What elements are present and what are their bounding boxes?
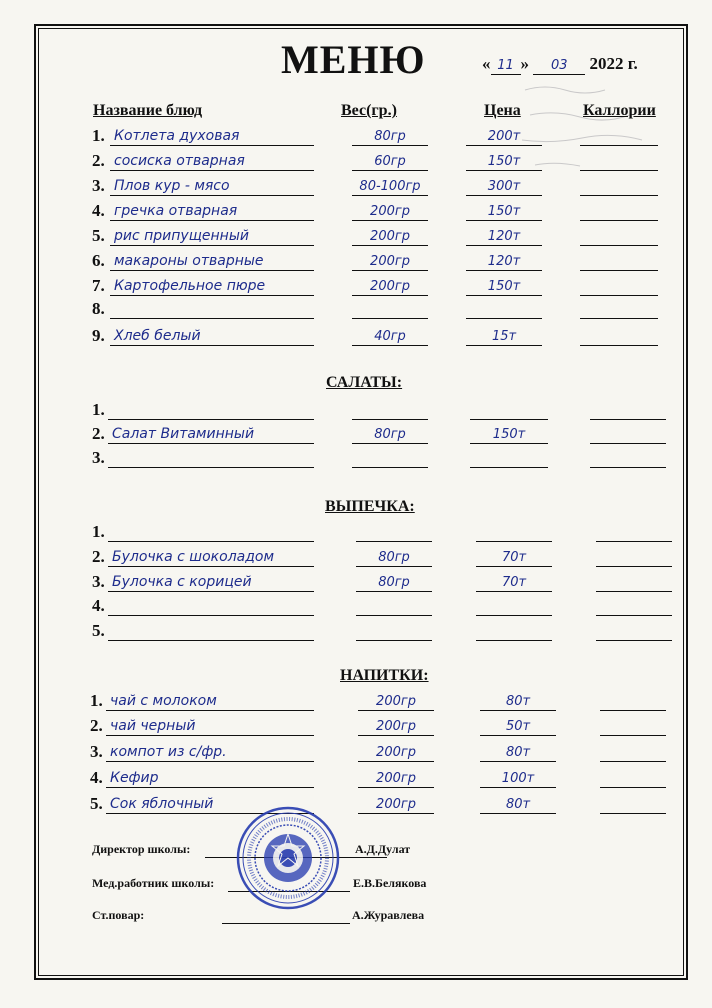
dish-name-cell	[106, 768, 314, 788]
calories-cell	[580, 126, 658, 146]
date-month: 03	[533, 58, 585, 75]
director-label: Директор школы:	[92, 842, 191, 856]
weight-cell	[356, 547, 432, 567]
price-cell	[470, 400, 548, 420]
menu-row	[0, 766, 712, 788]
weight-text: 200гр	[376, 745, 416, 760]
row-number: 2.	[90, 716, 103, 735]
price-text: 70т	[501, 550, 527, 565]
price-text: 150т	[487, 204, 521, 219]
menu-row	[0, 446, 712, 468]
menu-row	[0, 689, 712, 711]
weight-cell	[352, 201, 428, 221]
calories-cell	[600, 691, 666, 711]
price-cell	[466, 151, 542, 171]
section-bakery-title: ВЫПЕЧКА:	[325, 498, 415, 515]
price-cell	[476, 596, 552, 616]
weight-cell	[356, 621, 432, 641]
price-text: 120т	[487, 229, 521, 244]
price-text: 80т	[505, 694, 531, 709]
menu-row	[0, 422, 712, 444]
date-day: 11	[491, 58, 521, 75]
price-text: 50т	[505, 719, 531, 734]
price-text: 80т	[505, 745, 531, 760]
section-drinks-title: НАПИТКИ:	[340, 667, 429, 684]
calories-cell	[596, 547, 672, 567]
row-number: 4.	[92, 201, 105, 220]
price-cell	[466, 226, 542, 246]
dish-name-cell	[110, 176, 314, 196]
row-number: 3.	[92, 448, 105, 467]
price-text: 70т	[501, 575, 527, 590]
school-stamp-seal	[236, 806, 340, 910]
weight-cell	[356, 596, 432, 616]
row-number: 9.	[92, 326, 105, 345]
row-number: 1.	[92, 522, 105, 541]
row-number: 4.	[90, 768, 103, 787]
menu-row	[0, 324, 712, 346]
row-number: 4.	[92, 596, 105, 615]
dish-name-cell	[108, 424, 314, 444]
weight-cell	[352, 126, 428, 146]
weight-cell	[352, 424, 428, 444]
price-text: 100т	[501, 771, 535, 786]
menu-row	[0, 714, 712, 736]
menu-row	[0, 124, 712, 146]
menu-row	[0, 224, 712, 246]
dish-name-text: рис припущенный	[114, 228, 249, 244]
price-text: 150т	[487, 154, 521, 169]
price-cell	[480, 794, 556, 814]
dish-name-text: компот из с/фр.	[110, 744, 227, 760]
calories-cell	[580, 326, 658, 346]
calories-cell	[580, 276, 658, 296]
menu-row	[0, 249, 712, 271]
weight-text: 80гр	[378, 550, 410, 565]
row-number: 2.	[92, 151, 105, 170]
dish-name-cell	[108, 547, 314, 567]
price-text: 150т	[487, 279, 521, 294]
menu-row	[0, 570, 712, 592]
dish-name-cell	[108, 596, 314, 616]
row-number: 8.	[92, 299, 105, 318]
calories-cell	[580, 226, 658, 246]
dish-name-cell	[106, 691, 314, 711]
dish-name-cell	[108, 400, 314, 420]
dish-name-text: макароны отварные	[114, 253, 264, 269]
calories-cell	[580, 151, 658, 171]
price-cell	[466, 176, 542, 196]
calories-cell	[590, 448, 666, 468]
row-number: 1.	[92, 400, 105, 419]
calories-cell	[600, 716, 666, 736]
header-calories: Каллории	[583, 102, 656, 119]
weight-cell	[352, 226, 428, 246]
row-number: 1.	[90, 691, 103, 710]
dish-name-text: Сок яблочный	[110, 796, 214, 812]
weight-text: 200гр	[376, 771, 416, 786]
price-text: 300т	[487, 179, 521, 194]
price-cell	[466, 201, 542, 221]
dish-name-text: Булочка с шоколадом	[112, 549, 275, 565]
price-cell	[470, 448, 548, 468]
calories-cell	[580, 251, 658, 271]
calories-cell	[600, 742, 666, 762]
weight-text: 200гр	[370, 229, 410, 244]
weight-text: 200гр	[370, 204, 410, 219]
price-cell	[476, 621, 552, 641]
price-cell	[466, 299, 542, 319]
weight-text: 200гр	[376, 719, 416, 734]
row-number: 2.	[92, 547, 105, 566]
dish-name-cell	[108, 572, 314, 592]
dish-name-cell	[108, 621, 314, 641]
calories-cell	[600, 768, 666, 788]
date-open-quote: «	[482, 54, 491, 73]
price-cell	[466, 251, 542, 271]
menu-row	[0, 619, 712, 641]
date-year: 2022 г.	[589, 54, 638, 73]
calories-cell	[596, 572, 672, 592]
price-cell	[466, 126, 542, 146]
menu-row	[0, 545, 712, 567]
weight-text: 80гр	[374, 427, 406, 442]
weight-text: 80-100гр	[359, 179, 421, 194]
weight-cell	[358, 794, 434, 814]
header-weight: Вес(гр.)	[341, 102, 397, 119]
price-cell	[480, 768, 556, 788]
price-cell	[476, 572, 552, 592]
price-text: 80т	[505, 797, 531, 812]
price-cell	[476, 522, 552, 542]
row-number: 7.	[92, 276, 105, 295]
dish-name-cell	[110, 326, 314, 346]
weight-text: 80гр	[374, 129, 406, 144]
row-number: 3.	[90, 742, 103, 761]
menu-row	[0, 174, 712, 196]
weight-text: 200гр	[370, 279, 410, 294]
menu-row	[0, 520, 712, 542]
medic-name: Е.В.Белякова	[353, 876, 427, 890]
weight-cell	[352, 448, 428, 468]
weight-cell	[352, 176, 428, 196]
weight-cell	[356, 522, 432, 542]
menu-row	[0, 740, 712, 762]
weight-cell	[358, 768, 434, 788]
dish-name-cell	[110, 276, 314, 296]
weight-text: 200гр	[376, 797, 416, 812]
price-text: 200т	[487, 129, 521, 144]
dish-name-text: гречка отварная	[114, 203, 238, 219]
dish-name-text: Картофельное пюре	[114, 278, 266, 294]
weight-cell	[358, 716, 434, 736]
weight-text: 60гр	[374, 154, 406, 169]
price-cell	[480, 716, 556, 736]
price-cell	[480, 691, 556, 711]
header-price: Цена	[484, 102, 521, 119]
section-salads-title: САЛАТЫ:	[326, 374, 403, 391]
dish-name-cell	[110, 299, 314, 319]
date-close-quote: »	[520, 54, 529, 73]
price-cell	[466, 326, 542, 346]
page-title: МЕНЮ	[281, 37, 426, 82]
price-cell	[480, 742, 556, 762]
dish-name-cell	[110, 226, 314, 246]
price-cell	[476, 547, 552, 567]
calories-cell	[590, 424, 666, 444]
weight-cell	[352, 276, 428, 296]
row-number: 5.	[92, 621, 105, 640]
row-number: 1.	[92, 126, 105, 145]
weight-cell	[358, 742, 434, 762]
calories-cell	[580, 201, 658, 221]
row-number: 2.	[92, 424, 105, 443]
calories-cell	[590, 400, 666, 420]
calories-cell	[596, 522, 672, 542]
calories-cell	[596, 596, 672, 616]
menu-row	[0, 398, 712, 420]
dish-name-cell	[106, 742, 314, 762]
menu-row	[0, 297, 712, 319]
director-name: А.Д.Дулат	[355, 842, 411, 856]
cook-name: А.Журавлева	[352, 908, 425, 922]
weight-cell	[352, 326, 428, 346]
dish-name-cell	[106, 716, 314, 736]
menu-row	[0, 199, 712, 221]
dish-name-cell	[110, 126, 314, 146]
price-text: 120т	[487, 254, 521, 269]
calories-cell	[580, 176, 658, 196]
dish-name-cell	[110, 201, 314, 221]
dish-name-text: Плов кур - мясо	[114, 178, 230, 194]
menu-row	[0, 792, 712, 814]
dish-name-cell	[110, 251, 314, 271]
dish-name-cell	[108, 522, 314, 542]
cook-label: Ст.повар:	[92, 908, 145, 922]
dish-name-text: Салат Витаминный	[112, 426, 255, 442]
dish-name-text: Кефир	[110, 770, 159, 786]
dish-name-cell	[108, 448, 314, 468]
dish-name-cell	[110, 151, 314, 171]
row-number: 5.	[90, 794, 103, 813]
weight-text: 200гр	[370, 254, 410, 269]
weight-cell	[352, 151, 428, 171]
menu-row	[0, 274, 712, 296]
weight-cell	[352, 299, 428, 319]
weight-cell	[352, 400, 428, 420]
price-cell	[470, 424, 548, 444]
medic-label: Мед.работник школы:	[92, 876, 215, 890]
price-text: 15т	[491, 329, 517, 344]
calories-cell	[580, 299, 658, 319]
dish-name-text: Хлеб белый	[114, 328, 201, 344]
header-dish-name: Название блюд	[93, 102, 203, 119]
dish-name-text: Котлета духовая	[114, 128, 240, 144]
cook-signature-line	[222, 922, 350, 924]
calories-cell	[600, 794, 666, 814]
weight-cell	[356, 572, 432, 592]
weight-text: 40гр	[374, 329, 406, 344]
weight-cell	[352, 251, 428, 271]
dish-name-text: Булочка с корицей	[112, 574, 252, 590]
row-number: 6.	[92, 251, 105, 270]
calories-cell	[596, 621, 672, 641]
menu-row	[0, 594, 712, 616]
dish-name-text: сосиска отварная	[114, 153, 245, 169]
row-number: 3.	[92, 176, 105, 195]
weight-cell	[358, 691, 434, 711]
weight-text: 200гр	[376, 694, 416, 709]
weight-text: 80гр	[378, 575, 410, 590]
row-number: 5.	[92, 226, 105, 245]
menu-row	[0, 149, 712, 171]
price-text: 150т	[492, 427, 526, 442]
dish-name-text: чай с молоком	[110, 693, 217, 709]
menu-date	[482, 54, 638, 75]
dish-name-text: чай черный	[110, 718, 196, 734]
price-cell	[466, 276, 542, 296]
row-number: 3.	[92, 572, 105, 591]
